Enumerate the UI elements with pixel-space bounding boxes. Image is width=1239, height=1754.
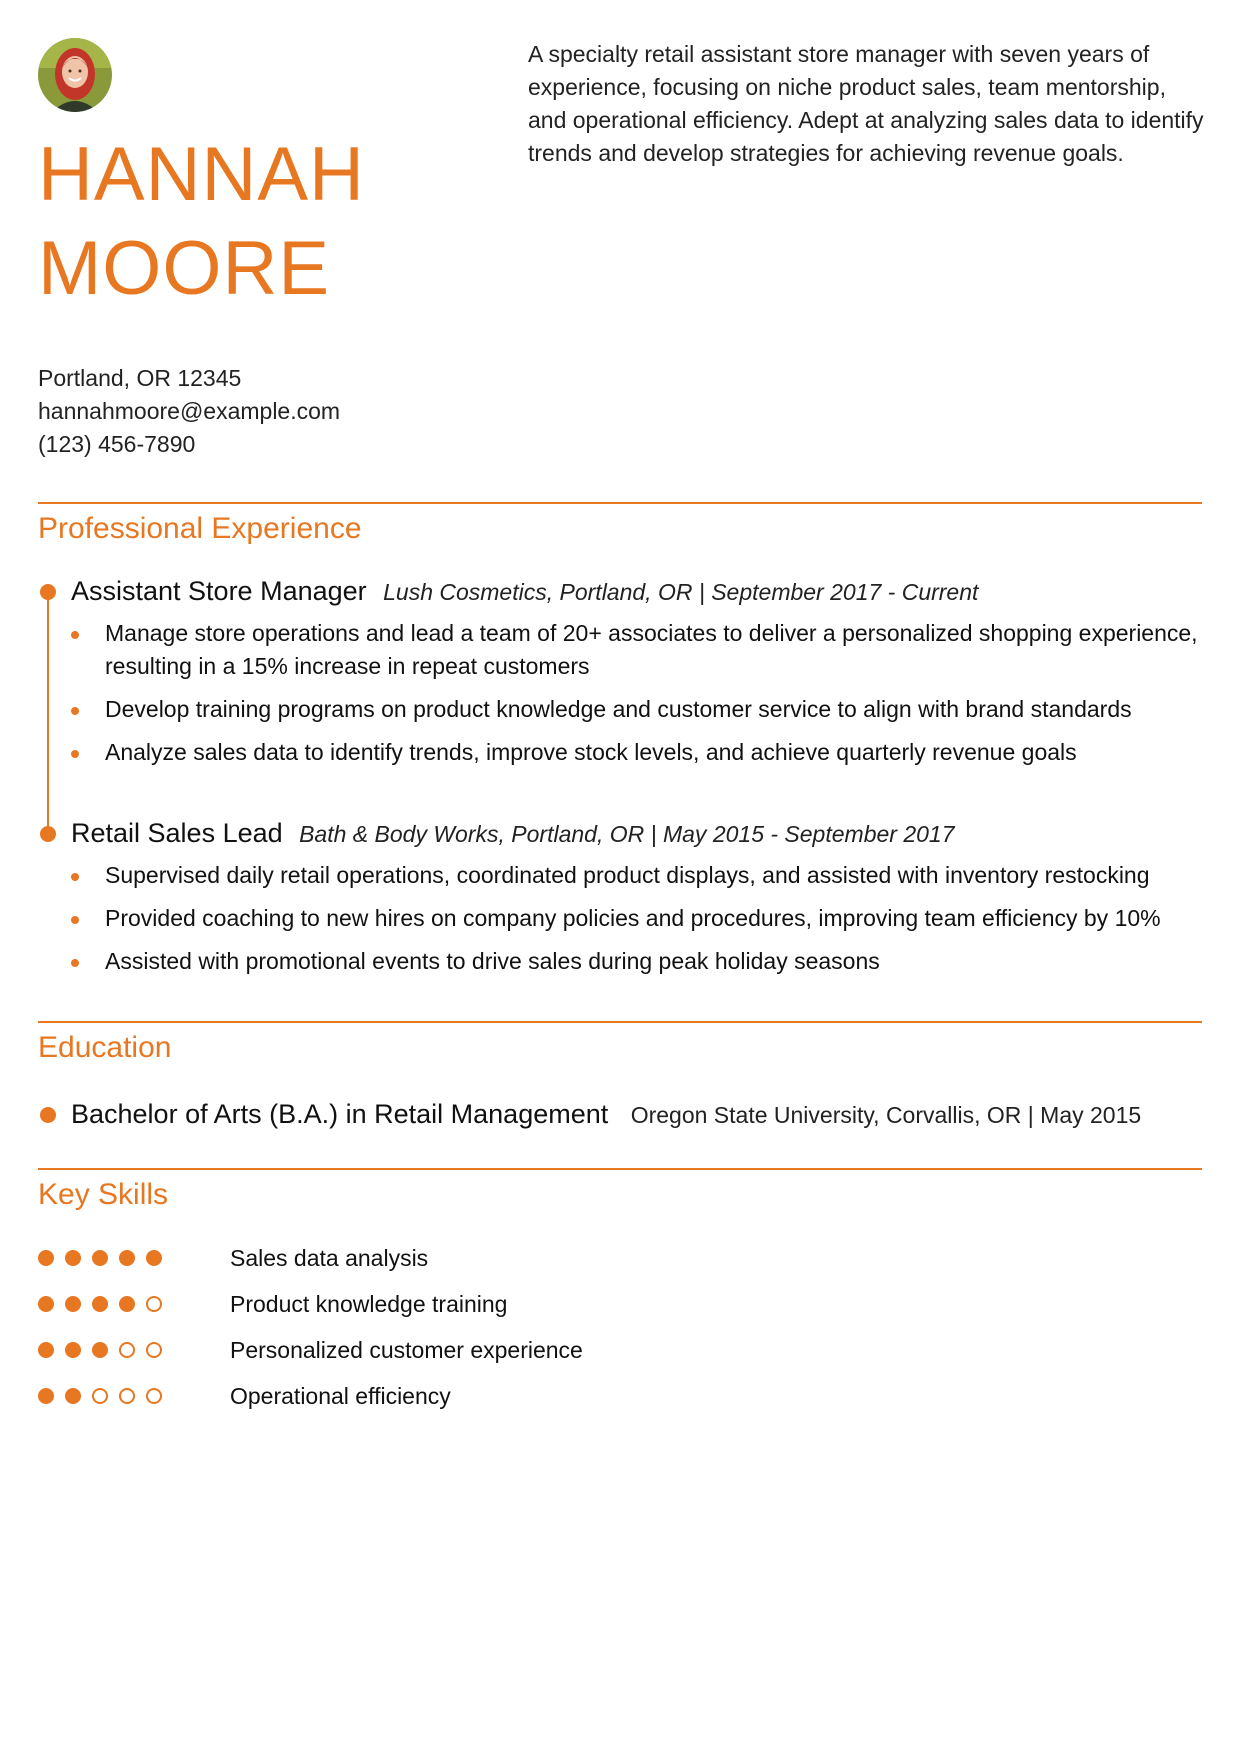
job-bullets	[71, 859, 1225, 978]
skill-rating	[38, 1388, 173, 1404]
skill-name: Personalized customer experience	[230, 1337, 583, 1363]
contact-location: Portland, OR 12345	[38, 365, 242, 391]
skill-name: Product knowledge training	[230, 1291, 508, 1317]
rating-dot-empty-icon	[146, 1388, 162, 1404]
rating-dot-empty-icon	[119, 1388, 135, 1404]
rating-dot-filled-icon	[146, 1250, 162, 1266]
rating-dot-filled-icon	[92, 1250, 108, 1266]
job-meta: Bath & Body Works, Portland, OR | May 2015 - September 2017	[299, 821, 955, 847]
contact-block	[38, 362, 340, 461]
rating-dot-filled-icon	[38, 1388, 54, 1404]
bullet-item: Provided coaching to new hires on company policies and procedures, improving team efficiency by 10%	[71, 902, 1225, 935]
contact-phone[interactable]: (123) 456-7890	[38, 431, 196, 457]
rating-dot-filled-icon	[65, 1388, 81, 1404]
skill-rating	[38, 1342, 173, 1358]
timeline-dot	[40, 584, 56, 600]
rating-dot-filled-icon	[38, 1250, 54, 1266]
rating-dot-filled-icon	[119, 1250, 135, 1266]
summary: A specialty retail assistant store manager with seven years of experience, focusing on niche product sales, team mentorship, and operational efficiency. Adept at analyzing sales data to identify trends and develop strategies for achieving revenue goals.	[528, 41, 1204, 166]
job-entry	[71, 576, 1225, 769]
rating-dot-filled-icon	[92, 1296, 108, 1312]
rating-dot-filled-icon	[65, 1250, 81, 1266]
bullet-item: Supervised daily retail operations, coordinated product displays, and assisted with inventory restocking	[71, 859, 1225, 892]
job-entry	[71, 818, 1225, 978]
last-name: MOORE	[38, 226, 331, 311]
job-meta: Lush Cosmetics, Portland, OR | September 2017 - Current	[383, 579, 979, 605]
bullet-icon	[71, 916, 79, 924]
bullet-item: Develop training programs on product knowledge and customer service to align with brand standards	[71, 693, 1225, 726]
degree-title: Bachelor of Arts (B.A.) in Retail Management	[71, 1099, 609, 1129]
education-heading: Education	[38, 1031, 172, 1064]
bullet-icon	[71, 959, 79, 967]
bullet-item: Manage store operations and lead a team of 20+ associates to deliver a personalized shopping experience, resulting in a 15% increase in repeat customers	[71, 617, 1225, 683]
rating-dot-empty-icon	[146, 1296, 162, 1312]
bullet-icon	[71, 631, 79, 639]
candidate-name	[38, 128, 365, 316]
experience-heading: Professional Experience	[38, 512, 362, 545]
bullet-icon	[71, 873, 79, 881]
skill-name: Operational efficiency	[230, 1383, 451, 1409]
education-dot	[40, 1107, 56, 1123]
rating-dot-empty-icon	[92, 1388, 108, 1404]
bullet-item: Analyze sales data to identify trends, improve stock levels, and achieve quarterly revenue goals	[71, 736, 1225, 769]
job-title: Assistant Store Manager	[71, 576, 367, 606]
timeline-dot	[40, 826, 56, 842]
rating-dot-filled-icon	[38, 1296, 54, 1312]
rating-dot-filled-icon	[65, 1342, 81, 1358]
rating-dot-filled-icon	[38, 1342, 54, 1358]
education-entry	[71, 1099, 1141, 1130]
contact-email[interactable]: hannahmoore@example.com	[38, 398, 341, 424]
section-divider	[38, 1021, 1202, 1023]
job-bullets	[71, 617, 1225, 769]
skills-heading: Key Skills	[38, 1178, 169, 1211]
bullet-icon	[71, 750, 79, 758]
section-divider	[38, 502, 1202, 504]
first-name: HANNAH	[38, 132, 365, 217]
timeline-line	[47, 592, 49, 834]
bullet-icon	[71, 707, 79, 715]
skill-rating	[38, 1250, 173, 1266]
degree-meta: Oregon State University, Corvallis, OR | May 2015	[630, 1102, 1142, 1128]
bullet-item: Assisted with promotional events to drive sales during peak holiday seasons	[71, 945, 1225, 978]
avatar	[38, 38, 112, 112]
rating-dot-empty-icon	[119, 1342, 135, 1358]
job-title: Retail Sales Lead	[71, 818, 283, 848]
rating-dot-filled-icon	[65, 1296, 81, 1312]
rating-dot-empty-icon	[146, 1342, 162, 1358]
rating-dot-filled-icon	[119, 1296, 135, 1312]
skill-name: Sales data analysis	[230, 1245, 429, 1271]
rating-dot-filled-icon	[92, 1342, 108, 1358]
section-divider	[38, 1168, 1202, 1170]
skill-rating	[38, 1296, 173, 1312]
